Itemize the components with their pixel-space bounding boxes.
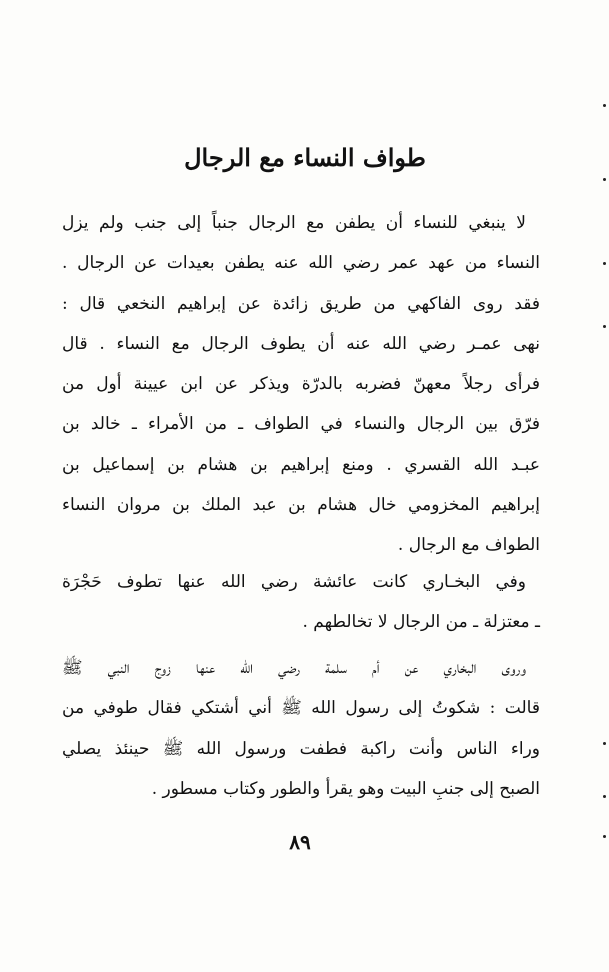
paragraph-3: [62, 648, 540, 809]
scan-edge-mark: [603, 795, 606, 798]
paragraph-3-line: الصبح إلى جنبِ البيت وهو يقرأ والطور وكتاب مسطور .: [151, 778, 540, 799]
paragraph-3-line: وراء الناس وأنت راكبة فطفت ورسول الله ﷺ حينئذ يصلي: [62, 738, 540, 759]
paragraph-1-line: لا ينبغي للنساء أن يطفن مع الرجال جنباً إلى جنب ولم يزل: [62, 213, 526, 233]
page-number: ٨٩: [289, 830, 311, 854]
scan-edge-mark: [603, 178, 606, 181]
paragraph-2-line: وفي البخـاري كانت عائشة رضي الله عنها تطوف حَجْرَة: [62, 572, 526, 592]
paragraph-1-line: فرأى رجلاً معهنّ فضربه بالدرّة ويذكر عن ابن عيينة أول من: [62, 374, 540, 395]
scan-edge-mark: [603, 742, 606, 745]
paragraph-2: [62, 562, 540, 643]
paragraph-1-line: نهى عمـر رضي الله عنه أن يطوف الرجال مع النساء . قال: [62, 333, 540, 354]
scan-edge-mark: [603, 325, 606, 328]
scan-edge-mark: [603, 835, 606, 838]
paragraph-1-line: إبراهيم المخزومي خال هشام بن عبد الملك بن مروان النساء: [62, 495, 540, 516]
paragraph-3-line: قالت : شكوتُ إلى رسول الله ﷺ أني أشتكي فقال طوفي من: [62, 698, 540, 719]
paragraph-1-line: فقد روى الفاكهي من طريق زائدة عن إبراهيم النخعي قال :: [62, 293, 540, 314]
paragraph-1: [62, 203, 540, 566]
scan-edge-mark: [603, 104, 606, 107]
paragraph-1-line: الطواف مع الرجال .: [397, 535, 540, 556]
chapter-title: طواف النساء مع الرجال: [184, 143, 426, 172]
paragraph-3-line: وروى البخاري عن أم سلمة رضي الله عنها زوج النبي ﷺ: [62, 658, 526, 678]
paragraph-2-line: ـ معتزلة ـ من الرجال لا تخالطهم .: [302, 612, 540, 633]
paragraph-1-line: عبـد الله القسري . ومنع إبراهيم بن هشام بن إسماعيل بن: [62, 454, 540, 475]
paragraph-1-line: النساء من عهد عمر رضي الله عنه يطفن بعيدات عن الرجال .: [62, 253, 540, 274]
scan-edge-mark: [603, 262, 606, 265]
paragraph-1-line: فرّق بين الرجال والنساء في الطواف ـ من الأمراء ـ خالد بن: [62, 414, 540, 435]
